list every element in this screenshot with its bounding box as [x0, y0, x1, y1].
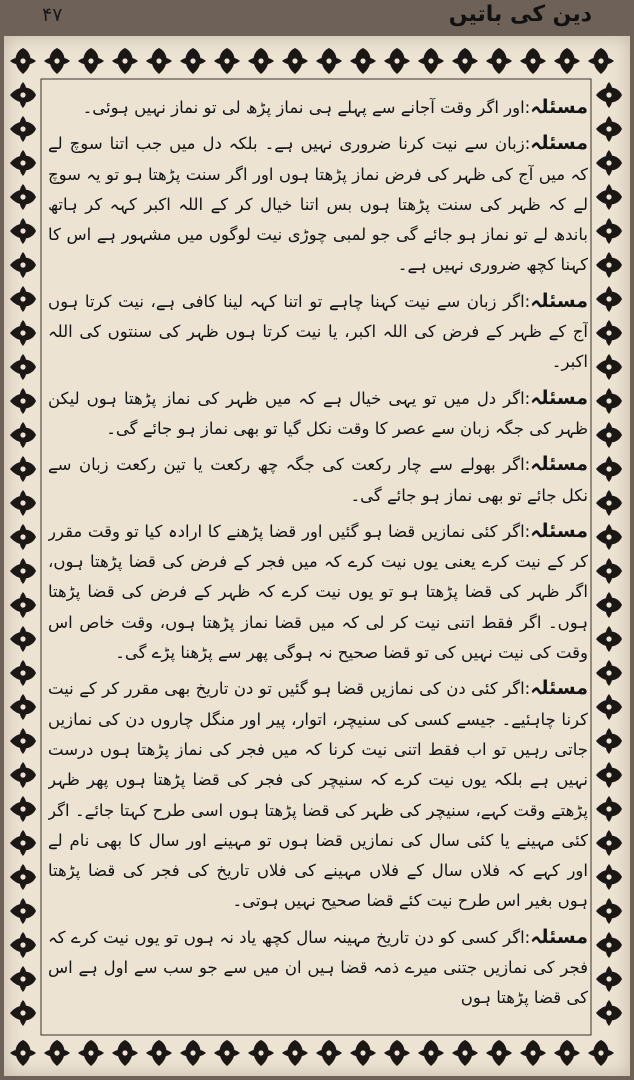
book-title: دین کی باتیں [448, 2, 592, 27]
paragraph-label: مسئلہ [530, 453, 588, 476]
paragraph [48, 449, 588, 511]
paragraph [48, 92, 588, 123]
page-header [0, 0, 626, 36]
paragraph-text: :اگر کسی کو دن تاریخ مہینہ سال کچھ یاد نہ ہوں تو یوں نیت کرے کہ فجر کی نمازیں جتنی میرے ذمہ قضا ہیں ان میں سے جو سب سے اول ہے اس کی قضا پڑھتا ہوں [48, 927, 588, 1008]
paragraph [48, 128, 588, 280]
paragraph-text: :اگر کئی دن کی نمازیں قضا ہو گئیں تو دن تاریخ بھی مقرر کر کے نیت کرنا چاہئیے۔ جیسے کسی کی سنیچر، اتوار، پیر اور منگل چاروں دن کی نمازیں جاتی رہیں تو اب فقط اتنی نیت کرنا کہ میں فجر کی نماز پڑھتا ہوں درست نہیں ہے بلکہ یوں نیت کرے کہ سنیچر کی فجر کی قضا پڑھتا ہوں پھر ظہر پڑھتے وقت کہے، سنیچر کی ظہر کی قضا پڑھتا ہوں اسی طرح کہتا جائے۔ اگر کئی مہینے یا کئی سال کی نمازیں قضا ہوں تو مہینے اور سال کا بھی نام لے اور کہے کہ فلاں سال کے فلاں مہینے کی فلاں تاریخ کی فجر کی قضا پڑھتا ہوں بغیر اس طرح نیت کئے قضا صحیح نہیں ہوتی۔ [48, 679, 588, 911]
paragraph-text: :اگر بھولے سے چار رکعت کی جگہ چھ رکعت یا تین رکعت زبان سے نکل جائے تو بھی نماز ہو جائے گی۔ [48, 455, 588, 505]
paragraph-text: :اور اگر وقت آجانے سے پہلے ہی نماز پڑھ لی تو نماز نہیں ہوئی۔ [82, 98, 531, 117]
paragraph-label: مسئلہ [530, 96, 588, 118]
page-body [48, 92, 588, 1052]
paragraph-text: :اگر کئی نمازیں قضا ہو گئیں اور قضا پڑھنے کا ارادہ کیا تو وقت مقرر کر کے نیت کرے یعنی یوں نیت کرے کہ میں فجر کے فرض کی قضا پڑھتا ہوں، اگر ظہر کی قضا پڑھتا ہو تو یوں نیت کرے کہ ظہر کے فرض کی قضا پڑھتا ہوں۔ اگر فقط اتنی نیت کر لی کہ میں قضا نماز پڑھتا ہوں، وقت خاص اس وقت کی نیت نہیں کی تو قضا صحیح نہ ہوگی پھر سے پڑھنا پڑے گی۔ [48, 521, 588, 663]
paragraph [48, 286, 588, 378]
paragraph-text: :اگر زبان سے نیت کہنا چاہے تو اتنا کہہ لینا کافی ہے، نیت کرتا ہوں آج کے ظہر کے فرض کی اللہ اکبر، یا نیت کرتا ہوں ظہر کی سنتوں کی اللہ اکبر۔ [48, 291, 588, 372]
paragraph [48, 383, 588, 445]
paragraph [48, 673, 588, 916]
paragraph [48, 922, 588, 1014]
paragraph-text: :زبان سے نیت کرنا ضروری نہیں ہے۔ بلکہ دل میں جب اتنا سوچ لے کہ میں آج کی ظہر کی فرض نماز پڑھتا ہوں اور اگر سنت پڑھتا ہو تو یہ سوچ لے کہ ظہر کی سنت پڑھتا ہوں بس اتنا خیال کر کے اللہ اکبر کہہ کر ہاتھ باندھ لے تو نماز ہو جائے گی جو لمبی چوڑی نیت لوگوں میں مشہور ہے اس کا کہنا کچھ ضروری نہیں ہے۔ [48, 134, 588, 275]
paragraph-label: مسئلہ [530, 677, 588, 700]
page-number: ۴۷ [42, 4, 63, 26]
paragraph-label: مسئلہ [530, 289, 588, 312]
paragraph [48, 516, 588, 668]
paragraph-label: مسئلہ [530, 386, 588, 409]
paragraph-label: مسئلہ [530, 519, 588, 542]
paragraph-label: مسئلہ [530, 132, 588, 155]
paragraph-label: مسئلہ [530, 925, 588, 948]
paragraph-text: :اگر دل میں تو یہی خیال ہے کہ میں ظہر کی نماز پڑھتا ہوں لیکن ظہر کی جگہ زبان سے عصر کا وقت نکل گیا تو بھی نماز ہو جائے گی۔ [48, 388, 588, 438]
